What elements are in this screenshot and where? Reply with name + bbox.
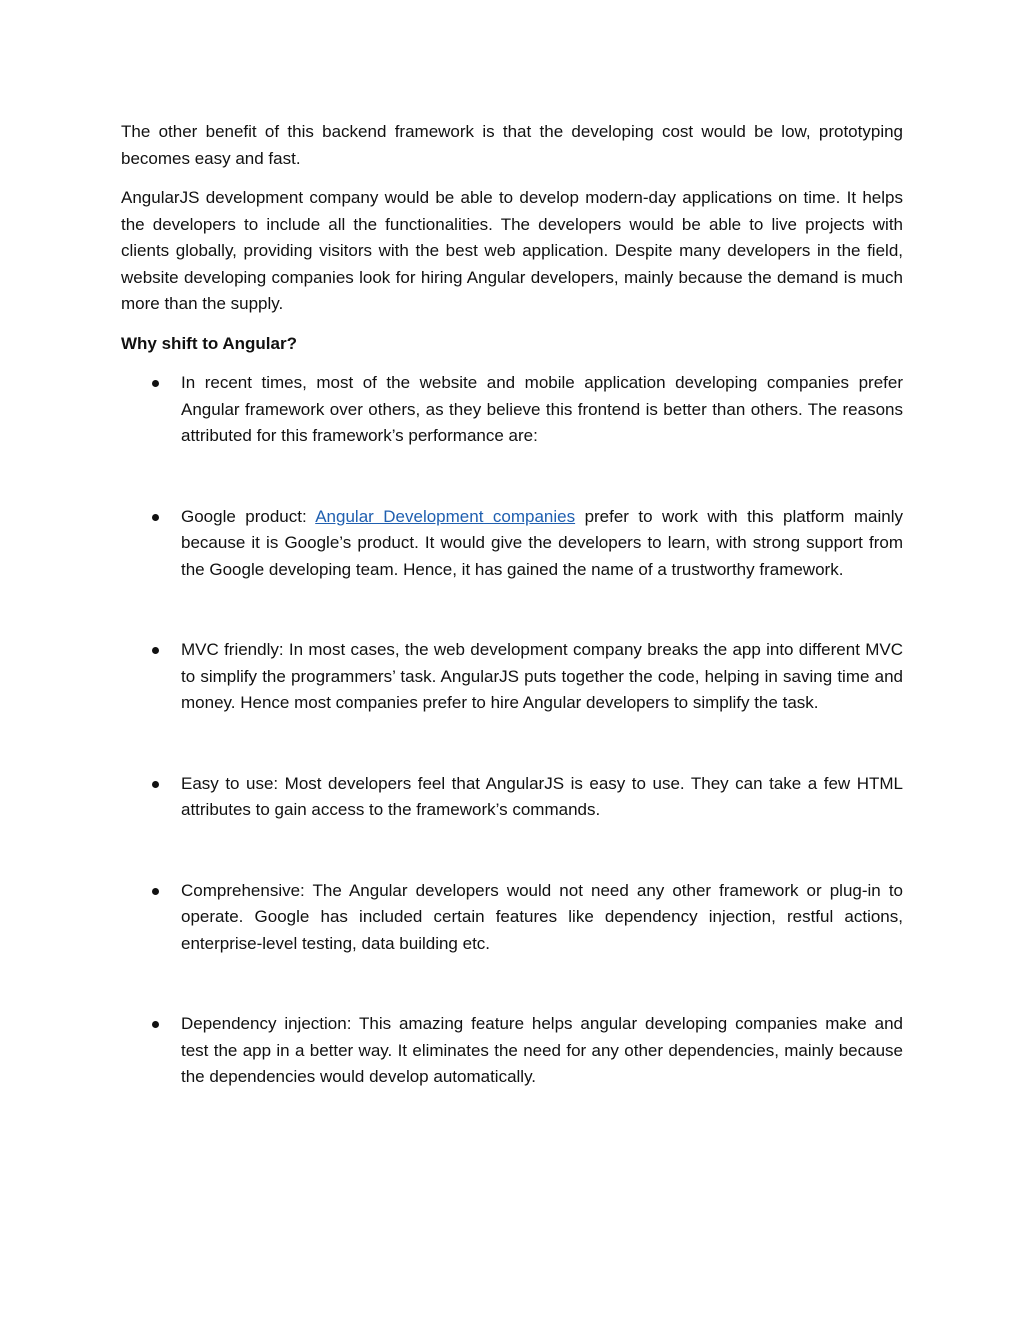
document-page [121, 119, 903, 1145]
reasons-list [121, 370, 903, 1091]
list-item [121, 771, 903, 824]
list-item-text: Easy to use: Most developers feel that AngularJS is easy to use. They can take a few HTML attributes to gain access to the framework’s commands. [181, 773, 903, 819]
section-heading: Why shift to Angular? [121, 333, 297, 353]
bullet-icon [152, 1021, 159, 1028]
bullet-icon [152, 514, 159, 521]
bullet-icon [152, 781, 159, 788]
list-item-prefix: Google product: [181, 506, 316, 526]
list-item [121, 370, 903, 450]
list-item-text: Dependency injection: This amazing feature helps angular developing companies make and test the app in a better way. It eliminates the need for any other dependencies, mainly because the dependencies would develop automatically. [181, 1014, 903, 1086]
list-item [121, 504, 903, 584]
list-item-text: In recent times, most of the website and mobile application developing companies prefer Angular framework over others, as they believe this frontend is better than others. The reasons attributed for this framework’s performance are: [181, 373, 903, 445]
paragraph-cost-benefit: The other benefit of this backend framework is that the developing cost would be low, prototyping becomes easy and fast. [121, 122, 903, 168]
list-item [121, 1011, 903, 1091]
bullet-icon [152, 647, 159, 654]
angular-development-companies-link[interactable]: Angular Development companies [315, 506, 576, 526]
paragraph-angularjs-company: AngularJS development company would be able to develop modern-day applications on time. It helps the developers to include all the functionalities. The developers would be able to live projects with clients globally, providing visitors with the best web application. Despite many developers in the field, website developing companies look for hiring Angular developers, mainly because the demand is much more than the supply. [121, 188, 903, 313]
list-item-text: Comprehensive: The Angular developers would not need any other framework or plug-in to operate. Google has included certain features like dependency injection, restful actions, enterprise-level testing, data building etc. [181, 880, 903, 953]
list-item-text: MVC friendly: In most cases, the web development company breaks the app into different MVC to simplify the programmers’ task. AngularJS puts together the code, helping in saving time and money. Hence most companies prefer to hire Angular developers to simplify the task. [181, 640, 903, 712]
bullet-icon [152, 380, 159, 387]
list-item [121, 878, 903, 958]
list-item [121, 637, 903, 717]
bullet-icon [152, 888, 159, 895]
list-item-suffix: prefer to work with this platform mainly because it is Google’s product. It would give the developers to learn, with strong support from the Google developing team. Hence, it has gained the name of a trustworthy framework. [181, 506, 903, 579]
